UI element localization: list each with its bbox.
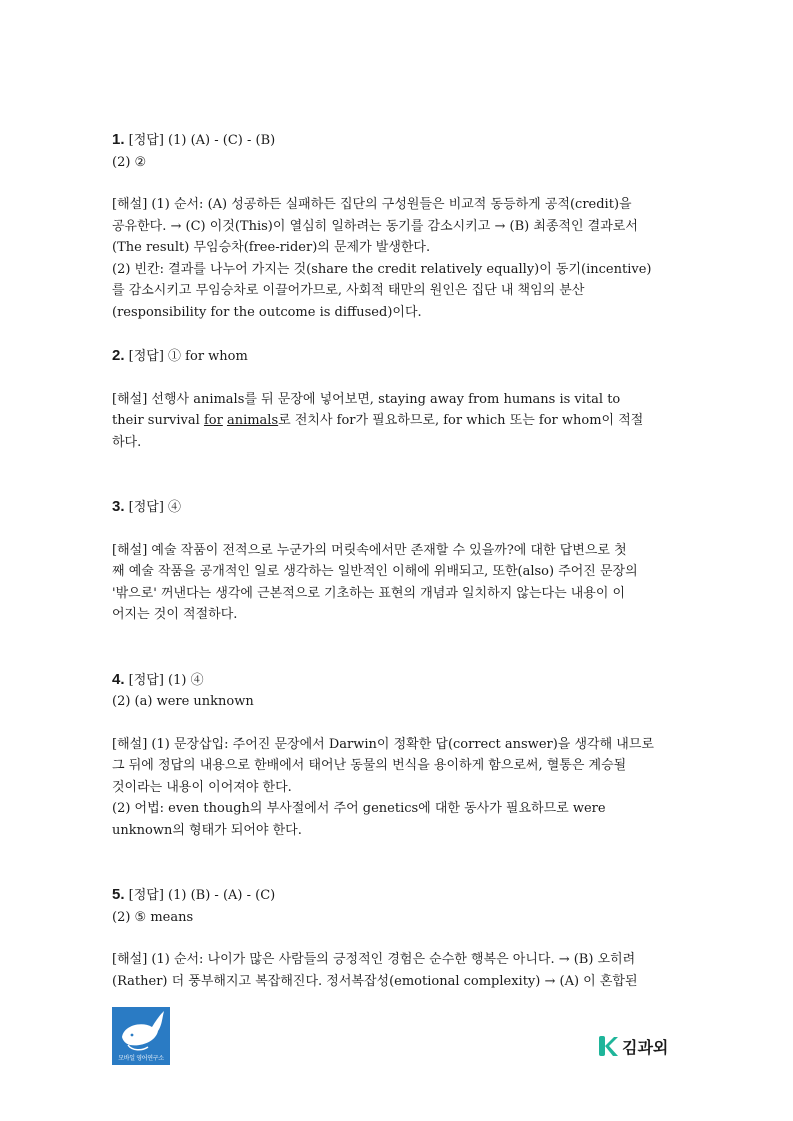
answer-line: 4. [정답] (1) ④ — [112, 670, 204, 688]
question-number: 5. — [112, 886, 125, 903]
answer-line: (2) ② — [112, 154, 147, 170]
explanation-line: [해설] (1) 문장삽입: 주어진 문장에서 Darwin이 정확한 답(correct answer)을 생각해 내므로 — [112, 736, 654, 752]
explanation-line: 째 예술 작품을 공개적인 일로 생각하는 일반적인 이해에 위배되고, 또한(also) 주어진 문장의 — [112, 564, 638, 579]
question-number: 3. — [112, 498, 125, 515]
explanation-line: (The result) 무임승차(free-rider)의 문제가 발생한다. — [112, 240, 431, 255]
brand-logo-text: 김과외 — [622, 1037, 669, 1057]
explanation-line: 어지는 것이 적절하다. — [112, 607, 238, 622]
answer-sheet — [112, 129, 680, 992]
k-logo-icon — [598, 1035, 618, 1057]
whale-icon — [112, 1007, 170, 1055]
explanation-line: 하다. — [112, 434, 142, 450]
explanation-line: [해설] 선행사 animals를 뒤 문장에 넣어보면, staying away from humans is vital to — [112, 391, 621, 407]
explanation-line: (2) 어법: even though의 부사절에서 주어 genetics에 대한 동사가 필요하므로 were — [112, 801, 606, 816]
underlined-word: animals — [226, 413, 279, 428]
explanation-line: [해설] (1) 순서: (A) 성공하든 실패하든 집단의 구성원들은 비교적 동등하게 공적(credit)을 — [112, 197, 632, 212]
publisher-logo — [112, 1007, 170, 1065]
explanation-line: 것이라는 내용이 이어져야 한다. — [112, 779, 292, 795]
answer-line: (2) (a) were unknown — [112, 694, 254, 709]
explanation-line: 그 뒤에 정답의 내용으로 한배에서 태어난 동물의 번식을 용이하게 함으로써, 혈통은 계승될 — [112, 758, 627, 773]
publisher-logo-caption: 모바일 영어연구소 — [118, 1055, 164, 1062]
explanation-line: their survival for animals로 전치사 for가 필요하므로, for which 또는 for whom이 적절 — [112, 413, 644, 428]
explanation-line: 를 감소시키고 무임승차로 이끌어가므로, 사회적 태만의 원인은 집단 내 책임의 분산 — [112, 283, 585, 298]
question-number: 1. — [112, 131, 125, 148]
answer-line: (2) ⑤ means — [112, 909, 194, 925]
answer-line: 1. [정답] (1) (A) - (C) - (B) — [112, 131, 276, 148]
answer-line: 2. [정답] ① for whom — [112, 347, 248, 364]
explanation-line: (2) 빈칸: 결과를 나누어 가지는 것(share the credit relatively equally)이 동기(incentive) — [112, 261, 652, 277]
question-number: 4. — [112, 670, 125, 688]
answer-line: 3. [정답] ④ — [112, 498, 182, 515]
explanation-line: (Rather) 더 풍부해지고 복잡해진다. 정서복잡성(emotional complexity) → (A) 이 혼합된 — [112, 973, 638, 989]
explanation-line: 공유한다. → (C) 이것(This)이 열심히 일하려는 동기를 감소시키고 → (B) 최종적인 결과로서 — [112, 218, 638, 234]
explanation-line: (responsibility for the outcome is diffused)이다. — [112, 304, 422, 320]
question-number: 2. — [112, 347, 125, 364]
explanation-line: [해설] 예술 작품이 전적으로 누군가의 머릿속에서만 존재할 수 있을까?에 대한 답변으로 첫 — [112, 542, 627, 558]
explanation-line: [해설] (1) 순서: 나이가 많은 사람들의 긍정적인 경험은 순수한 행복은 아니다. → (B) 오히려 — [112, 952, 636, 967]
answer-line: 5. [정답] (1) (B) - (A) - (C) — [112, 886, 276, 903]
explanation-line: '밖으로' 꺼낸다는 생각에 근본적으로 기초하는 표현의 개념과 일치하지 않는다는 내용이 이 — [112, 585, 626, 601]
underlined-word: for — [203, 413, 223, 428]
explanation-line: unknown의 형태가 되어야 한다. — [112, 822, 302, 838]
brand-logo — [598, 1034, 668, 1058]
